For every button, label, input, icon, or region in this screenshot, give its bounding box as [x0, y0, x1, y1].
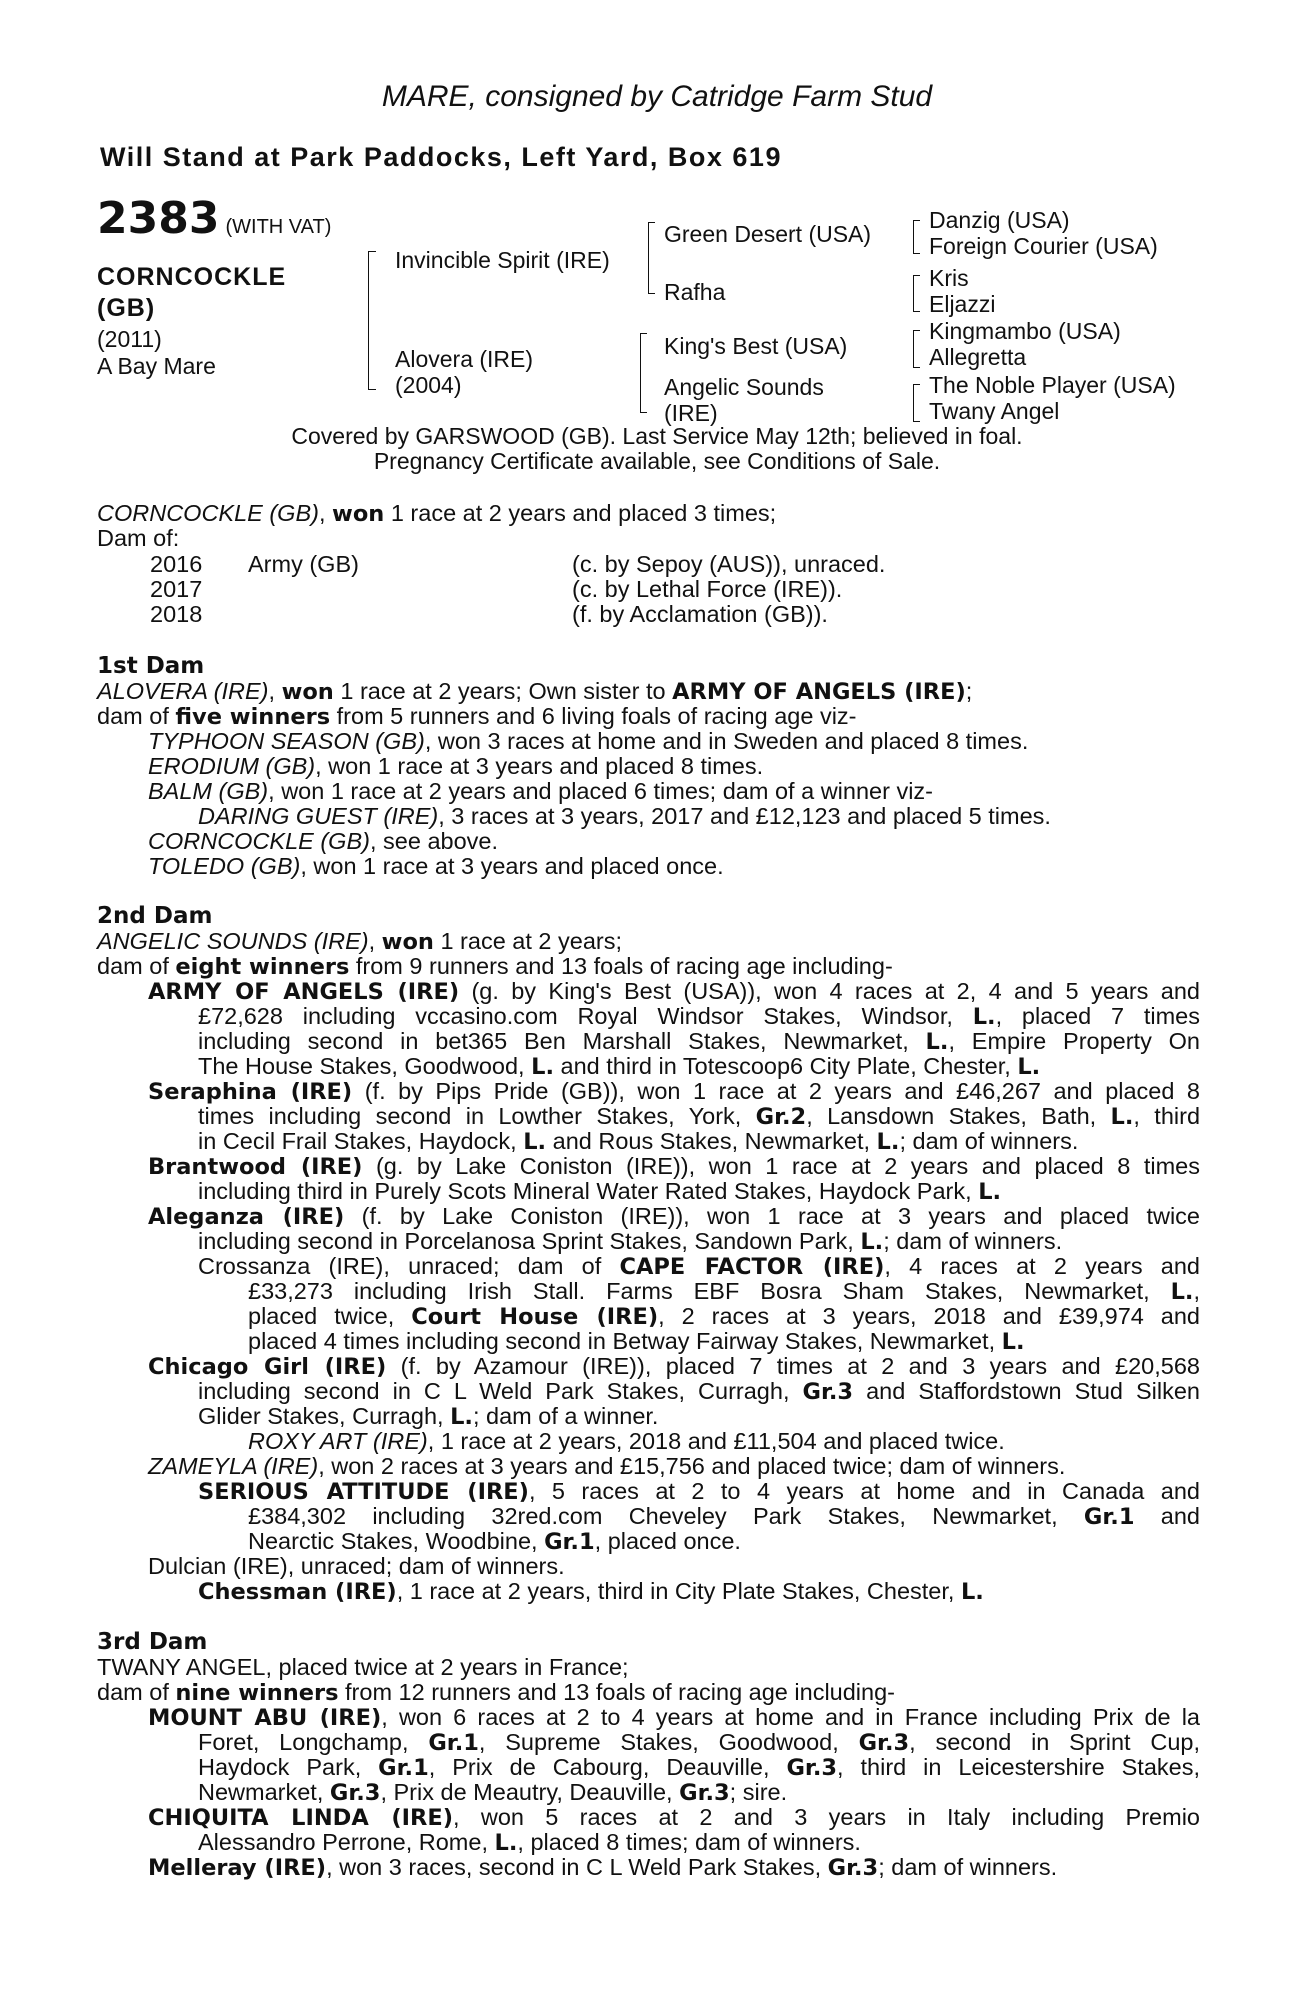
listed-tag: L.: [972, 1004, 996, 1030]
produce-detail: (c. by Sepoy (AUS)), unraced.: [572, 551, 886, 577]
brantwood-line: [148, 1154, 1200, 1180]
third-dam-heading: 3rd Dam: [97, 1629, 208, 1655]
crossanza-line: [248, 1329, 1025, 1355]
group-tag: Gr.3: [329, 1780, 381, 1806]
listed-tag: L.: [1110, 1104, 1134, 1130]
first-dam-foal: [148, 779, 933, 804]
second-dam-won: won: [381, 929, 434, 955]
group-tag: Gr.3: [858, 1730, 910, 1756]
serious-attitude-text: and: [1134, 1503, 1200, 1529]
pedigree-sire: Invincible Spirit (IRE): [395, 247, 610, 273]
aoa-text: , placed 7 times: [995, 1003, 1200, 1029]
horse-name-line2: (GB): [97, 294, 156, 322]
chicago-text: ; dam of a winner.: [472, 1403, 659, 1429]
chessman-name: Chessman (IRE): [198, 1579, 397, 1605]
group-tag: Gr.3: [802, 1379, 854, 1405]
pedigree-ds: King's Best (USA): [664, 333, 848, 359]
group-tag: Gr.2: [755, 1104, 807, 1130]
melleray-text: , won 3 races, second in C L Weld Park Stakes,: [326, 1854, 828, 1880]
second-dam-summary-c: from 9 runners and 13 foals of racing age including-: [349, 953, 893, 979]
seraphina-name: Seraphina (IRE): [148, 1079, 353, 1105]
chessman-line: [198, 1579, 984, 1605]
foal-record: , won 1 race at 3 years and placed 8 times.: [315, 753, 764, 779]
pedigree-sdd: Eljazzi: [929, 291, 996, 317]
first-dam-mid: 1 race at 2 years; Own sister to: [333, 678, 673, 704]
crossanza-text: , 4 races at 2 years and: [884, 1253, 1201, 1279]
chiquita-linda-record: , won 5 races at 2 and 3 years in Italy including Premio: [453, 1804, 1200, 1830]
aoa-text: The House Stakes, Goodwood,: [198, 1053, 532, 1079]
chicago-line: [198, 1404, 658, 1430]
produce-year: 2016: [150, 551, 203, 577]
first-dam-heading: 1st Dam: [97, 653, 205, 679]
serious-attitude-line: [248, 1504, 1200, 1530]
listed-tag: L.: [978, 1179, 1002, 1205]
brantwood-name: Brantwood (IRE): [148, 1154, 363, 1180]
first-dam-line: ALOVERA (IRE), won 1 race at 2 years; Own sister to ARMY OF ANGELS (IRE);: [97, 678, 973, 705]
aleganza-text: including second in Porcelanosa Sprint Stakes, Sandown Park,: [198, 1228, 861, 1254]
second-dam-heading: 2nd Dam: [97, 903, 213, 929]
mount-abu-record: , won 6 races at 2 to 4 years at home and in France including Prix de la: [381, 1704, 1201, 1730]
first-dam-foal: [148, 754, 763, 779]
roxy-art-record: , 1 race at 2 years, 2018 and £11,504 and placed twice.: [427, 1428, 1005, 1454]
seraphina-text: , Lansdown Stakes, Bath,: [806, 1103, 1111, 1129]
crossanza-line: [248, 1304, 1200, 1330]
listed-tag: L.: [925, 1029, 949, 1055]
produce-intro-name: CORNCOCKLE (GB): [97, 500, 319, 526]
foal-name: TOLEDO (GB): [148, 853, 301, 879]
aoa-line: [148, 979, 1200, 1005]
brantwood-record: (g. by Lake Coniston (IRE)), won 1 race at 2 years and placed 8 times: [362, 1153, 1200, 1179]
serious-attitude-text: Nearctic Stakes, Woodbine,: [248, 1528, 545, 1554]
chiquita-linda-text: Alessandro Perrone, Rome,: [198, 1829, 495, 1855]
group-tag: Gr.1: [428, 1730, 479, 1756]
produce-intro-rest: 1 race at 2 years and placed 3 times;: [384, 500, 777, 526]
bracket-sd: [913, 275, 920, 312]
listed-tag: L.: [494, 1830, 518, 1856]
listed-tag: L.: [1001, 1329, 1025, 1355]
melleray-name: Melleray (IRE): [148, 1855, 327, 1881]
foal-record: , 3 races at 3 years, 2017 and £12,123 and placed 5 times.: [438, 803, 1051, 829]
pedigree-dds: The Noble Player (USA): [929, 372, 1176, 398]
crossanza-line: [248, 1279, 1200, 1305]
serious-attitude-text: £384,302 including 32red.com Cheveley Park Stakes, Newmarket,: [248, 1503, 1084, 1529]
horse-name-line1: CORNCOCKLE: [97, 263, 287, 291]
melleray-text: ; dam of winners.: [878, 1854, 1058, 1880]
cape-factor-name: CAPE FACTOR (IRE): [619, 1254, 885, 1280]
second-dam-rest: 1 race at 2 years;: [433, 928, 623, 954]
bracket-dd: [913, 384, 920, 422]
listed-tag: L.: [523, 1129, 547, 1155]
first-dam-winners: five winners: [175, 704, 331, 730]
second-dam-name: ANGELIC SOUNDS (IRE): [97, 928, 369, 954]
mount-abu-text: , second in Sprint Cup,: [909, 1729, 1201, 1755]
pedigree-sss: Danzig (USA): [929, 207, 1070, 233]
pedigree-ss: Green Desert (USA): [664, 221, 872, 247]
pedigree-ddd: Twany Angel: [929, 398, 1060, 424]
third-dam-summary-a: dam of: [97, 1679, 176, 1705]
foal-name: ERODIUM (GB): [148, 753, 316, 779]
serious-attitude-name: SERIOUS ATTITUDE (IRE): [198, 1479, 529, 1505]
horse-description: A Bay Mare: [97, 353, 216, 379]
serious-attitude-line: [248, 1529, 741, 1555]
chicago-text: Glider Stakes, Curragh,: [198, 1403, 451, 1429]
horse-info: [97, 326, 216, 380]
foal-record: , won 1 race at 3 years and placed once.: [300, 853, 724, 879]
horse-year: (2011): [97, 326, 162, 352]
foal-record: , see above.: [369, 828, 499, 854]
consignor-line: MARE, consigned by Catridge Farm Stud: [381, 80, 933, 113]
lot-number: 2383: [97, 193, 220, 244]
seraphina-text: and Rous Stakes, Newmarket,: [546, 1128, 877, 1154]
chiquita-linda-name: CHIQUITA LINDA (IRE): [148, 1805, 454, 1831]
stand-location: Will Stand at Park Paddocks, Left Yard, Box 619: [100, 142, 782, 172]
chicago-line: [148, 1354, 1200, 1380]
crossanza-text: placed 4 times including second in Betway Fairway Stakes, Newmarket,: [248, 1328, 1002, 1354]
aoa-line: [198, 1029, 1200, 1055]
roxy-art-name: ROXY ART (IRE): [248, 1428, 428, 1454]
produce-intro-won: won: [332, 501, 385, 527]
crossanza-text: placed twice,: [248, 1303, 412, 1329]
chicago-text: and Staffordstown Stud Silken: [853, 1378, 1200, 1404]
third-dam-summary-c: from 12 runners and 13 foals of racing age including-: [338, 1679, 895, 1705]
crossanza-text: ,: [1193, 1278, 1200, 1304]
aoa-text: £72,628 including vccasino.com Royal Windsor Stakes, Windsor,: [198, 1003, 973, 1029]
foal-name: DARING GUEST (IRE): [198, 803, 439, 829]
melleray-line: [148, 1855, 1057, 1881]
serious-attitude-text: , placed once.: [594, 1528, 741, 1554]
first-dam-foal: [148, 829, 498, 854]
second-dam-summary: [97, 954, 893, 980]
pedigree-sd: Rafha: [664, 279, 726, 305]
group-tag: Gr.1: [544, 1529, 595, 1555]
mount-abu-name: MOUNT ABU (IRE): [148, 1705, 382, 1731]
pedigree-dss: Kingmambo (USA): [929, 318, 1121, 344]
seraphina-line: [198, 1129, 1078, 1155]
mount-abu-text: Newmarket,: [198, 1779, 330, 1805]
seraphina-text: , third: [1133, 1103, 1201, 1129]
vat-label: (WITH VAT): [225, 216, 332, 238]
listed-tag: L.: [1017, 1054, 1041, 1080]
aoa-name: ARMY OF ANGELS (IRE): [148, 979, 460, 1005]
listed-tag: L.: [450, 1404, 473, 1430]
chicago-name: Chicago Girl (IRE): [148, 1354, 387, 1380]
pedigree-dam: Alovera (IRE): [395, 346, 534, 372]
mount-abu-text: , Supreme Stakes, Goodwood,: [478, 1729, 859, 1755]
crossanza-line: [198, 1254, 1200, 1280]
aleganza-text: ; dam of winners.: [883, 1228, 1063, 1254]
group-tag: Gr.3: [786, 1755, 838, 1781]
aoa-text: and third in Totescoop6 City Plate, Chester,: [554, 1053, 1018, 1079]
group-tag: Gr.1: [378, 1755, 429, 1781]
mount-abu-line: [198, 1730, 1200, 1756]
mount-abu-text: Foret, Longchamp,: [198, 1729, 429, 1755]
serious-attitude-record: , 5 races at 2 to 4 years at home and in Canada and: [528, 1478, 1201, 1504]
foal-name: CORNCOCKLE (GB): [148, 828, 370, 854]
first-dam-end: ;: [965, 678, 973, 704]
pedigree-sds: Kris: [929, 265, 969, 291]
first-dam-won: won: [281, 679, 334, 705]
crossanza-text: , 2 races at 3 years, 2018 and £39,974 and: [658, 1303, 1200, 1329]
seraphina-record: (f. by Pips Pride (GB)), won 1 race at 2 years and £46,267 and placed 8: [352, 1078, 1200, 1104]
first-dam-grandfoal: [198, 804, 1051, 829]
aoa-line: [198, 1054, 1040, 1080]
zameyla-line: [148, 1454, 1065, 1479]
listed-tag: L.: [960, 1579, 984, 1605]
chicago-record: (f. by Azamour (IRE)), placed 7 times at 2 and 3 years and £20,568: [386, 1353, 1200, 1379]
mount-abu-text: , third in Leicestershire Stakes,: [837, 1754, 1201, 1780]
produce-name: Army (GB): [248, 551, 359, 577]
third-dam-winners: nine winners: [175, 1680, 339, 1706]
bracket-ds: [913, 330, 920, 368]
chiquita-linda-text: , placed 8 times; dam of winners.: [517, 1829, 861, 1855]
first-dam-summary-c: from 5 runners and 6 living foals of racing age viz-: [330, 703, 857, 729]
pedigree-ssd: Foreign Courier (USA): [929, 233, 1158, 259]
foal-record: , won 3 races at home and in Sweden and placed 8 times.: [424, 728, 1029, 754]
serious-attitude-line: [198, 1479, 1200, 1505]
mount-abu-line: [198, 1780, 787, 1806]
aoa-text: , Empire Property On: [948, 1028, 1200, 1054]
aleganza-line: [198, 1229, 1062, 1255]
dulcian-line: Dulcian (IRE), unraced; dam of winners.: [148, 1553, 565, 1579]
chicago-text: including second in C L Weld Park Stakes, Curragh,: [198, 1378, 803, 1404]
bracket-ss: [913, 220, 920, 254]
chicago-line: [198, 1379, 1200, 1405]
aoa-record: (g. by King's Best (USA)), won 4 races at 2, 4 and 5 years and: [459, 978, 1200, 1004]
third-dam-summary: [97, 1680, 895, 1706]
produce-year: 2017: [150, 576, 203, 602]
listed-tag: L.: [860, 1229, 884, 1255]
listed-tag: L.: [876, 1129, 900, 1155]
court-house-name: Court House (IRE): [411, 1304, 659, 1330]
third-dam-line: TWANY ANGEL, placed twice at 2 years in France;: [97, 1654, 629, 1680]
aleganza-record: (f. by Lake Coniston (IRE)), won 1 race at 3 years and placed twice: [344, 1203, 1200, 1229]
chiquita-linda-line: [148, 1805, 1200, 1831]
mount-abu-text: Haydock Park,: [198, 1754, 379, 1780]
group-tag: Gr.1: [1083, 1504, 1135, 1530]
seraphina-text: times including second in Lowther Stakes, York,: [198, 1103, 756, 1129]
bracket-dam: [640, 333, 647, 413]
horse-name: [97, 262, 286, 324]
brantwood-text: including third in Purely Scots Mineral Water Rated Stakes, Haydock Park,: [198, 1178, 979, 1204]
brantwood-line: [198, 1179, 1001, 1205]
aleganza-line: [148, 1204, 1200, 1230]
crossanza-text: £33,273 including Irish Stall. Farms EBF Bosra Sham Stakes, Newmarket,: [248, 1278, 1171, 1304]
produce-year: 2018: [150, 601, 203, 627]
zameyla-name: ZAMEYLA (IRE): [148, 1453, 319, 1479]
listed-tag: L.: [1170, 1279, 1194, 1305]
mount-abu-text: , Prix de Cabourg, Deauville,: [428, 1754, 787, 1780]
first-dam-summary-a: dam of: [97, 703, 176, 729]
group-tag: Gr.3: [679, 1780, 730, 1806]
bracket-gen1: [368, 251, 376, 390]
pedigree-dam-year: (2004): [395, 372, 462, 398]
crossanza-text: Crossanza (IRE), unraced; dam of: [198, 1253, 620, 1279]
aoa-text: including second in bet365 Ben Marshall Stakes, Newmarket,: [198, 1028, 926, 1054]
dam-of-label: Dam of:: [97, 525, 180, 551]
zameyla-record: , won 2 races at 3 years and £15,756 and placed twice; dam of winners.: [318, 1453, 1066, 1479]
mount-abu-text: ; sire.: [729, 1779, 788, 1805]
aoa-line: [198, 1004, 1200, 1030]
first-dam-name: ALOVERA (IRE): [97, 678, 269, 704]
mount-abu-text: , Prix de Meautry, Deauville,: [380, 1779, 680, 1805]
mount-abu-line: [148, 1705, 1200, 1731]
listed-tag: L.: [531, 1054, 554, 1080]
foal-name: BALM (GB): [148, 778, 269, 804]
seraphina-text: ; dam of winners.: [899, 1128, 1079, 1154]
foal-record: , won 1 race at 2 years and placed 6 times; dam of a winner viz-: [268, 778, 933, 804]
pedigree-dd-2: (IRE): [664, 400, 718, 426]
chessman-record: , 1 race at 2 years, third in City Plate Stakes, Chester,: [396, 1578, 961, 1604]
produce-detail: (f. by Acclamation (GB)).: [572, 601, 828, 627]
foal-name: TYPHOON SEASON (GB): [148, 728, 425, 754]
produce-detail: (c. by Lethal Force (IRE)).: [572, 576, 843, 602]
roxy-art-line: [248, 1429, 1005, 1454]
lot-number-block: [97, 193, 332, 244]
produce-intro: CORNCOCKLE (GB), won 1 race at 2 years and placed 3 times;: [97, 500, 777, 527]
covered-line: Covered by GARSWOOD (GB). Last Service May 12th; believed in foal.: [291, 423, 1023, 449]
seraphina-line: [148, 1079, 1200, 1105]
group-tag: Gr.3: [827, 1855, 879, 1881]
pedigree-dd-1: Angelic Sounds: [664, 374, 824, 400]
chiquita-linda-line: [198, 1830, 861, 1856]
pregnancy-line: Pregnancy Certificate available, see Conditions of Sale.: [373, 448, 941, 474]
seraphina-text: in Cecil Frail Stakes, Haydock,: [198, 1128, 524, 1154]
first-dam-sister: ARMY OF ANGELS (IRE): [672, 679, 966, 705]
seraphina-line: [198, 1104, 1200, 1130]
mount-abu-line: [198, 1755, 1200, 1781]
second-dam-winners: eight winners: [175, 954, 350, 980]
pedigree-dsd: Allegretta: [929, 344, 1027, 370]
second-dam-line: ANGELIC SOUNDS (IRE), won 1 race at 2 years;: [97, 928, 623, 955]
bracket-sire: [648, 222, 655, 294]
second-dam-summary-a: dam of: [97, 953, 176, 979]
first-dam-summary: [97, 704, 857, 730]
first-dam-foal: [148, 729, 1028, 754]
aleganza-name: Aleganza (IRE): [148, 1204, 345, 1230]
first-dam-foal: [148, 854, 724, 879]
